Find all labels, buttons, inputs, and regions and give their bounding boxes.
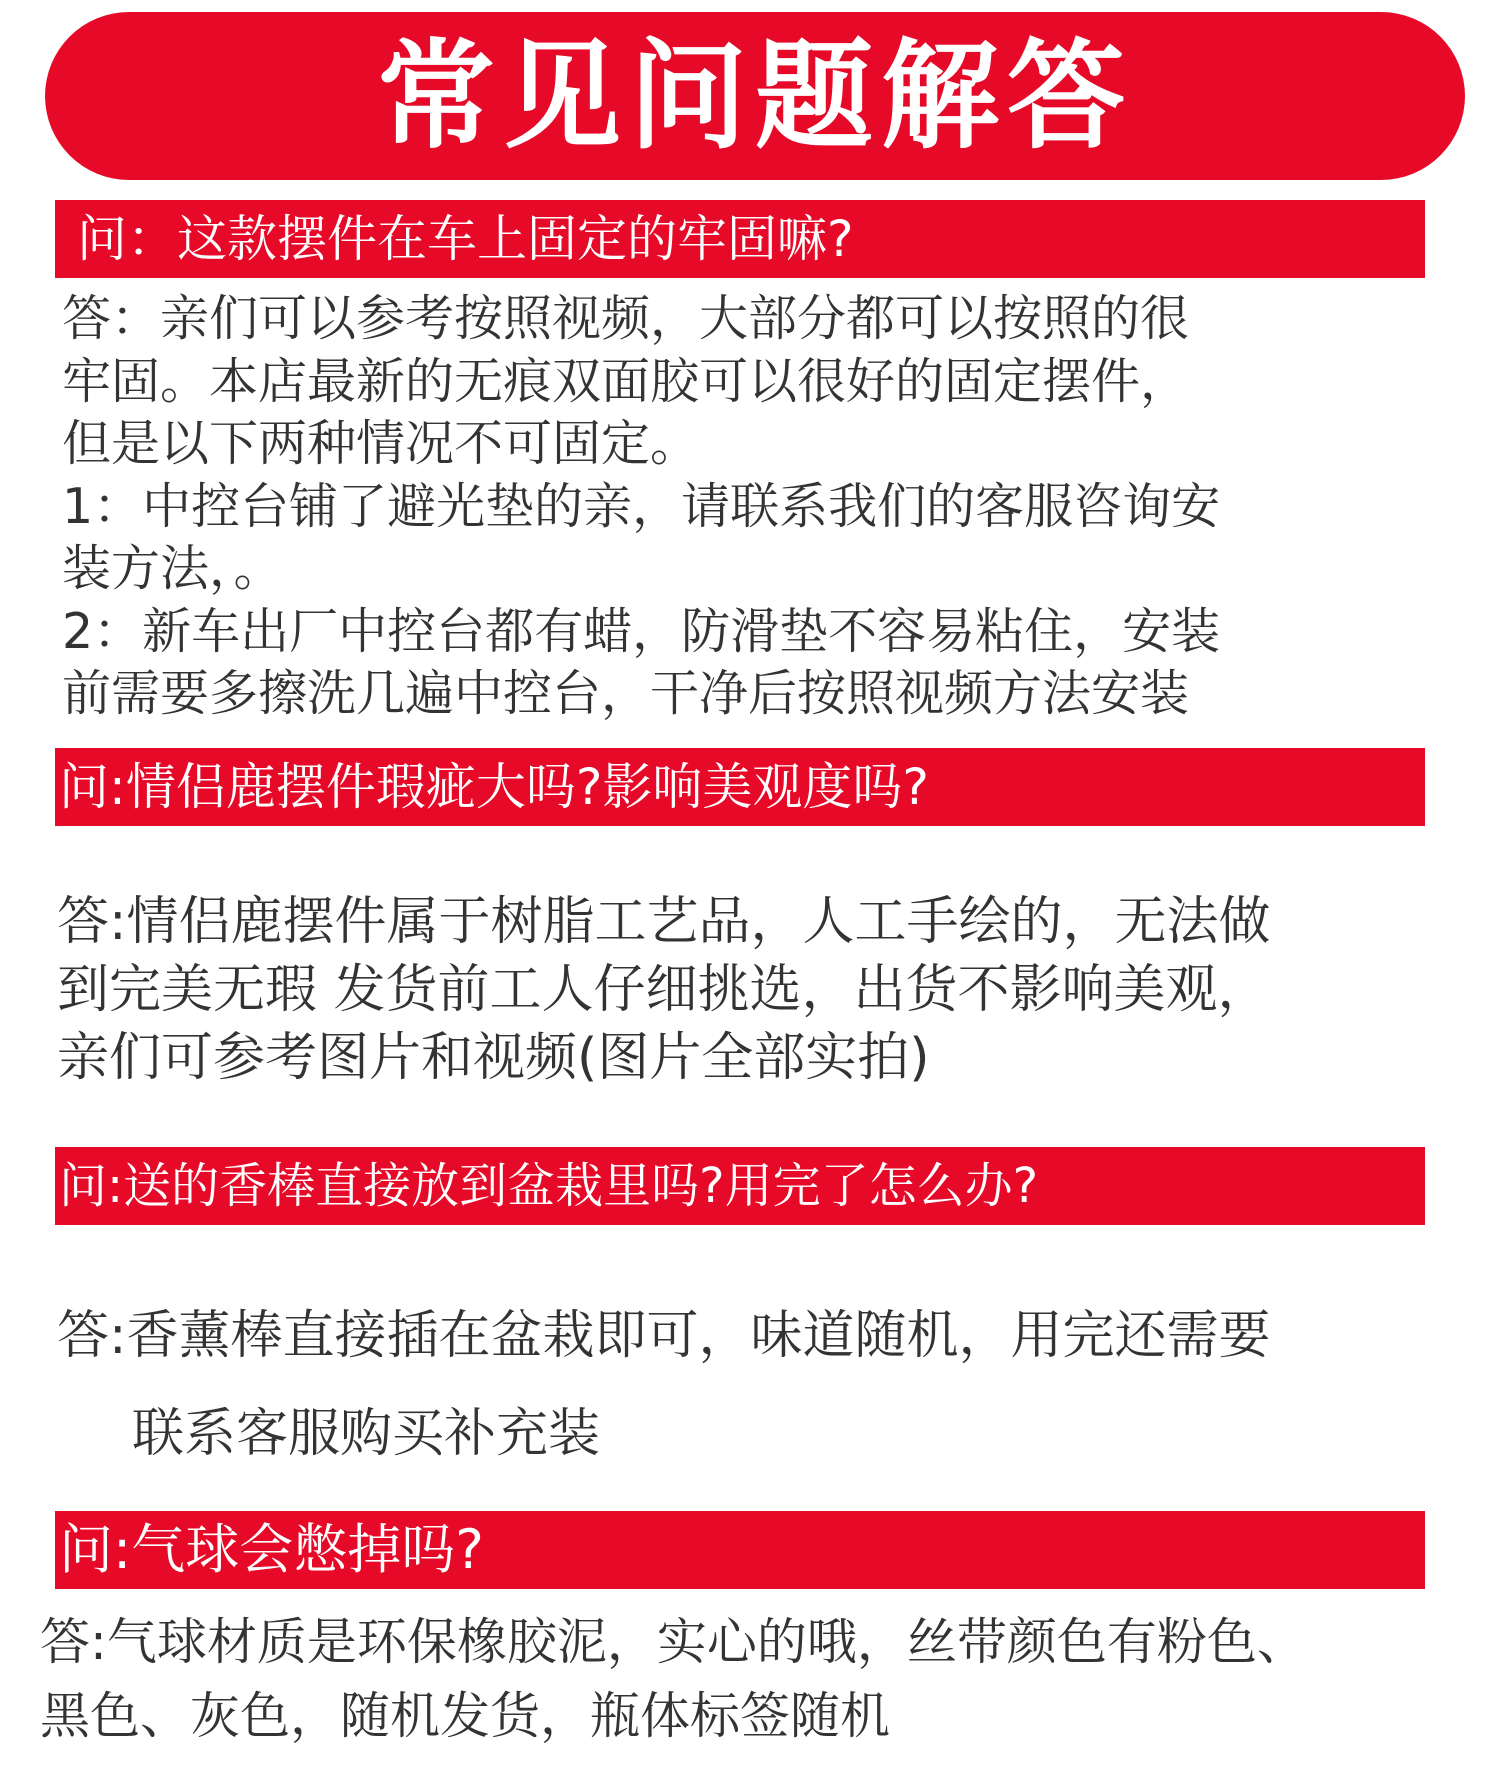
question-bar-1 [55,200,1425,278]
answer-1-line: 前需要多擦洗几遍中控台，干净后按照视频方法安装 [62,665,1190,722]
faq-title-banner [45,12,1465,180]
question-text-1: 问：这款摆件在车上固定的牢固嘛? [77,210,854,268]
answer-3-line: 联系客服购买补充装 [132,1404,601,1464]
question-bar-4 [55,1511,1425,1589]
answer-2-line: 到完美无瑕 发货前工人仔细挑选，出货不影响美观， [57,960,1270,1020]
answer-1-line: 1：中控台铺了避光垫的亲，请联系我们的客服咨询安 [62,477,1221,535]
answer-4-line: 黑色、灰色，随机发货，瓶体标签随机 [40,1687,890,1745]
answer-block-3 [57,1287,1271,1483]
answer-block-4 [40,1605,1307,1753]
question-text-4: 问:气球会憋掉吗? [59,1518,484,1581]
question-text-2: 问:情侣鹿摆件瑕疵大吗?影响美观度吗? [59,758,929,816]
answer-4-line: 答:气球材质是环保橡胶泥，实心的哦，丝带颜色有粉色、 [40,1613,1307,1671]
answer-1-line: 牢固。本店最新的无痕双面胶可以很好的固定摆件， [62,352,1190,410]
answer-1-line: 装方法，。 [62,540,283,597]
answer-block-1 [62,288,1220,726]
question-text-3: 问:送的香棒直接放到盆栽里吗?用完了怎么办? [59,1158,1039,1214]
answer-1-line: 但是以下两种情况不可固定。 [62,415,700,472]
question-bar-2 [55,748,1425,826]
answer-3-line: 答:香薰棒直接插在盆栽即可，味道随机，用完还需要 [57,1306,1271,1366]
answer-block-2 [57,888,1271,1092]
answer-1-line: 答：亲们可以参考按照视频，大部分都可以按照的很 [62,290,1190,347]
question-bar-3 [55,1147,1425,1225]
answer-2-line: 答:情侣鹿摆件属于树脂工艺品，人工手绘的，无法做 [57,892,1271,952]
answer-1-line: 2：新车出厂中控台都有蜡，防滑垫不容易粘住，安装 [62,602,1221,660]
answer-2-line: 亲们可参考图片和视频(图片全部实拍) [57,1028,930,1088]
page-title: 常见问题解答 [376,27,1133,165]
